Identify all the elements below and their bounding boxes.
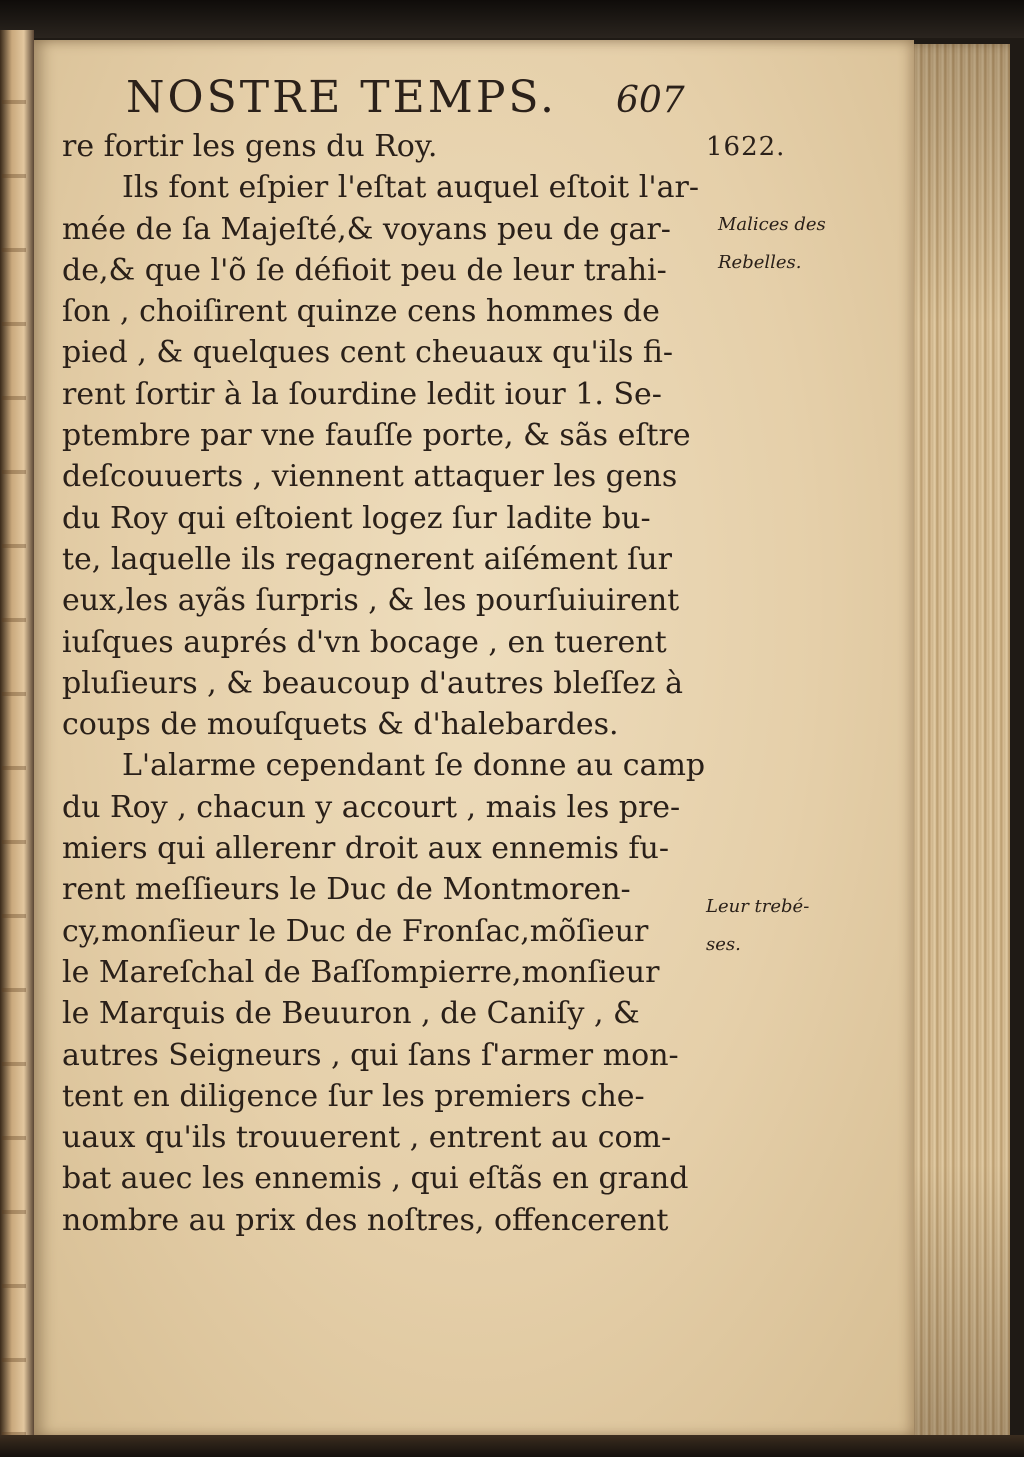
text-line: du Roy qui eſtoient logez ſur ladite bu- xyxy=(62,500,651,536)
previous-page-edge xyxy=(0,30,34,1457)
text-line: le Mareſchal de Baſſompierre,monſieur xyxy=(62,954,660,990)
text-line: coups de mouſquets & d'halebardes. xyxy=(62,707,619,743)
text-line: autres Seigneurs , qui ſans ſ'armer mon- xyxy=(62,1037,679,1073)
text-line: iuſques auprés d'vn bocage , en tuerent xyxy=(62,624,667,660)
bottom-shadow xyxy=(0,1435,1024,1457)
margin-note: Leur trebé- xyxy=(706,896,810,917)
margin-note: Malices des xyxy=(718,214,826,235)
page-number: 607 xyxy=(616,80,685,121)
text-line: ptembre par vne fauſſe porte, & sãs eſtre xyxy=(62,418,691,454)
text-line: deſcouuerts , viennent attaquer les gens xyxy=(62,459,678,495)
page-edge-marks xyxy=(2,30,26,1457)
year-marginal: 1622. xyxy=(706,132,786,162)
page-header xyxy=(96,72,696,122)
body-text xyxy=(62,126,706,1241)
text-line: re fortir les gens du Roy. xyxy=(62,129,438,164)
text-line: cy,monſieur le Duc de Fronſac,mõſieur xyxy=(62,913,649,949)
text-line: pied , & quelques cent cheuaux qu'ils fi- xyxy=(62,335,674,371)
text-line: uaux qu'ils trouuerent , entrent au com- xyxy=(62,1120,672,1156)
page-stack-edge xyxy=(900,44,1010,1444)
text-line: mée de ſa Majeſté,& voyans peu de gar- xyxy=(62,211,671,247)
text-line: ſon , choiſirent quinze cens hommes de xyxy=(62,294,660,330)
running-title: NOSTRE TEMPS. xyxy=(126,72,557,123)
text-line: te, laquelle ils regagnerent aiſément ſur xyxy=(62,541,672,577)
text-line: rent meſſieurs le Duc de Montmoren- xyxy=(62,872,631,908)
text-line: pluſieurs , & beaucoup d'autres bleſſez à xyxy=(62,665,684,701)
text-line: miers qui allerenr droit aux ennemis fu- xyxy=(62,831,669,867)
text-line: nombre au prix des noſtres, offencerent xyxy=(62,1202,669,1238)
text-line: tent en diligence ſur les premiers che- xyxy=(62,1078,645,1114)
page-stack-shade xyxy=(900,44,1010,1444)
text-line: rent ſortir à la ſourdine ledit iour 1. Se- xyxy=(62,376,662,412)
text-line: le Marquis de Beuuron , de Caniſy , & xyxy=(62,996,640,1032)
text-line: bat auec les ennemis , qui eſtãs en grand xyxy=(62,1161,689,1197)
margin-note: ses. xyxy=(706,934,741,955)
text-line: de,& que l'õ ſe défioit peu de leur trahi- xyxy=(62,252,667,288)
top-background xyxy=(0,0,1024,38)
text-line: L'alarme cependant ſe donne au camp xyxy=(122,748,706,784)
text-line: eux,les ayãs ſurpris , & les pourſuiuirent xyxy=(62,583,680,619)
margin-note: Rebelles. xyxy=(718,252,802,273)
text-line: Ils font eſpier l'eſtat auquel eſtoit l'ar- xyxy=(122,170,699,206)
text-line: du Roy , chacun y accourt , mais les pre- xyxy=(62,789,681,825)
